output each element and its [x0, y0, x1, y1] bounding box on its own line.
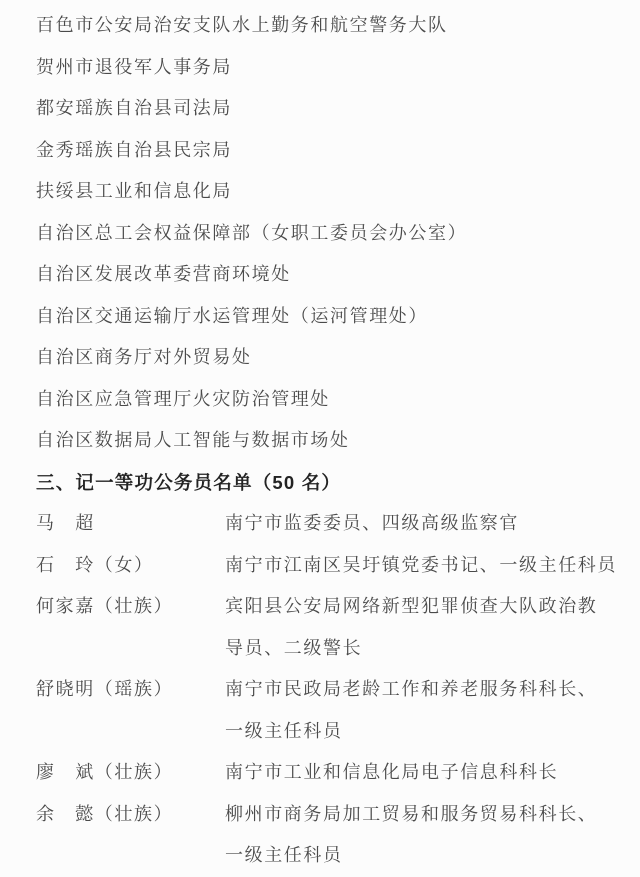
- roster-row: [36, 586, 622, 669]
- org-item: 自治区发展改革委营商环境处: [36, 264, 291, 284]
- org-item: 都安瑶族自治县司法局: [36, 98, 232, 118]
- person-position: [225, 586, 622, 669]
- position-line: 南宁市监委委员、四级高级监察官: [225, 513, 519, 533]
- person-position: [225, 545, 622, 587]
- person-name: 廖 斌（壮族）: [36, 762, 174, 782]
- roster-row: [36, 752, 622, 794]
- org-item: 扶绥县工业和信息化局: [36, 181, 232, 201]
- person-name: 石 玲（女）: [36, 554, 154, 575]
- position-line: 柳州市商务局加工贸易和服务贸易科科长、: [225, 803, 598, 824]
- org-list: [36, 5, 622, 462]
- org-item: 自治区总工会权益保障部（女职工委员会办公室）: [36, 222, 468, 243]
- org-item: 贺州市退役军人事务局: [36, 56, 232, 77]
- person-name: 余 懿（壮族）: [36, 803, 174, 824]
- section-heading: 三、记一等功公务员名单（50 名）: [36, 471, 342, 493]
- org-item: 百色市公安局治安支队水上勤务和航空警务大队: [36, 15, 448, 35]
- position-line: 南宁市民政局老龄工作和养老服务科科长、: [225, 679, 598, 699]
- position-line: 南宁市工业和信息化局电子信息科科长: [225, 762, 559, 782]
- person-name: 何家嘉（壮族）: [36, 596, 174, 616]
- position-line: 一级主任科员: [225, 845, 343, 865]
- person-position: [225, 794, 622, 877]
- org-item: 自治区应急管理厅火灾防治管理处: [36, 388, 330, 409]
- position-line: 一级主任科员: [225, 720, 343, 741]
- position-line: 南宁市江南区吴圩镇党委书记、一级主任科员: [225, 554, 617, 575]
- org-item: 自治区数据局人工智能与数据市场处: [36, 430, 350, 450]
- roster-row: [36, 503, 622, 545]
- person-name: 马 超: [36, 513, 95, 533]
- person-name: 舒晓明（瑶族）: [36, 679, 174, 699]
- roster-list: [36, 503, 622, 877]
- org-item: 自治区商务厅对外贸易处: [36, 347, 252, 367]
- org-item: 金秀瑶族自治县民宗局: [36, 139, 232, 160]
- position-line: 宾阳县公安局网络新型犯罪侦查大队政治教: [225, 596, 598, 616]
- roster-row: [36, 669, 622, 752]
- roster-row: [36, 545, 622, 587]
- org-item: 自治区交通运输厅水运管理处（运河管理处）: [36, 305, 428, 326]
- position-line: 导员、二级警长: [225, 637, 363, 658]
- person-position: [225, 752, 622, 794]
- person-position: [225, 503, 622, 545]
- roster-row: [36, 794, 622, 877]
- person-position: [225, 669, 622, 752]
